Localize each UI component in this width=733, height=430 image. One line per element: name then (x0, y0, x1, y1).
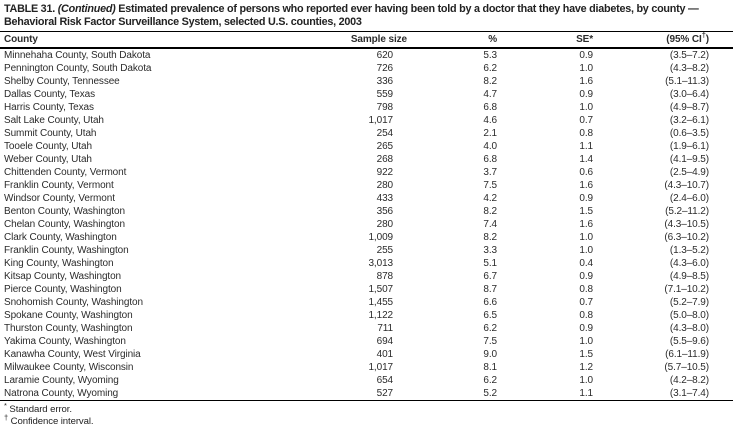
se-cell: 1.0 (579, 63, 593, 74)
percent-cell: 6.5 (483, 310, 497, 321)
ci-cell: (1.3–5.2) (669, 245, 709, 256)
table-body (0, 48, 733, 401)
table-row (0, 205, 733, 218)
county-cell: Laramie County, Wyoming (4, 375, 119, 386)
county-cell: Natrona County, Wyoming (0, 387, 340, 401)
sample-size-cell: 1,017 (368, 362, 393, 373)
header-row (0, 32, 733, 49)
col-header-ci (593, 32, 733, 49)
ci-cell: (4.3–10.7) (664, 180, 709, 191)
sample-size-cell: 268 (376, 154, 393, 165)
percent-cell: 6.8 (483, 154, 497, 165)
ci-header-close-paren: ) (705, 34, 709, 45)
percent-cell: 4.0 (483, 141, 497, 152)
table-row (0, 140, 733, 153)
county-cell: Tooele County, Utah (4, 141, 92, 152)
county-cell: Kitsap County, Washington (4, 271, 122, 282)
sample-size-cell: 620 (376, 50, 393, 61)
sample-size-cell: 1,122 (368, 310, 393, 321)
dagger-symbol: † (4, 412, 9, 422)
percent-cell: 5.1 (483, 258, 497, 269)
ci-cell: (3.1–7.4) (593, 387, 733, 401)
se-cell: 1.0 (579, 245, 593, 256)
se-cell: 1.5 (579, 206, 593, 217)
sample-size-cell: 922 (376, 167, 393, 178)
percent-cell: 8.2 (483, 232, 497, 243)
se-cell: 1.4 (579, 154, 593, 165)
percent-cell: 4.6 (483, 115, 497, 126)
table-row (0, 127, 733, 140)
table-title-text: Estimated prevalence of persons who reported ever having been told by a doctor that they have diabetes, by county — Behavioral Risk Factor Surveillance System, selected U.S. counties, 2003 (4, 3, 699, 28)
table-row (0, 257, 733, 270)
se-cell: 1.0 (579, 102, 593, 113)
se-cell: 1.6 (579, 180, 593, 191)
percent-cell: 8.2 (483, 76, 497, 87)
percent-cell: 6.6 (483, 297, 497, 308)
footnote-confidence-interval (4, 412, 733, 428)
percent-cell: 6.2 (483, 323, 497, 334)
table-row (0, 62, 733, 75)
ci-cell: (5.0–8.0) (669, 310, 709, 321)
county-cell: Minnehaha County, South Dakota (4, 50, 151, 61)
table-row (0, 348, 733, 361)
se-cell: 1.1 (579, 141, 593, 152)
ci-cell: (5.2–11.2) (665, 206, 709, 217)
ci-cell: (3.5–7.2) (669, 50, 709, 61)
se-cell: 0.7 (579, 297, 593, 308)
se-cell: 0.8 (579, 284, 593, 295)
percent-cell: 3.3 (483, 245, 497, 256)
ci-cell: (2.4–6.0) (669, 193, 709, 204)
se-cell: 0.9 (579, 89, 593, 100)
county-cell: Spokane County, Washington (4, 310, 133, 321)
table-row (0, 322, 733, 335)
col-header-sample-size: Sample size (340, 32, 407, 49)
table-row (0, 244, 733, 257)
sample-size-cell: 3,013 (368, 258, 393, 269)
footnote-confidence-interval-text: Confidence interval. (10, 415, 94, 427)
county-cell: Clark County, Washington (4, 232, 117, 243)
table-row (0, 88, 733, 101)
ci-cell: (7.1–10.2) (664, 284, 709, 295)
sample-size-cell: 711 (377, 323, 393, 334)
table-row (0, 309, 733, 322)
se-cell: 1.6 (579, 76, 593, 87)
percent-cell: 7.5 (483, 336, 497, 347)
ci-cell: (1.9–6.1) (669, 141, 709, 152)
ci-cell: (4.9–8.7) (669, 102, 709, 113)
sample-size-cell: 1,009 (368, 232, 393, 243)
percent-cell: 6.2 (483, 375, 497, 386)
table-row (0, 218, 733, 231)
ci-cell: (4.9–8.5) (669, 271, 709, 282)
county-cell: Thurston County, Washington (4, 323, 133, 334)
county-cell: Salt Lake County, Utah (4, 115, 104, 126)
col-header-county: County (0, 32, 340, 49)
percent-cell: 8.7 (483, 284, 497, 295)
sample-size-cell: 878 (376, 271, 393, 282)
ci-cell: (0.6–3.5) (669, 128, 709, 139)
table-row (0, 48, 733, 62)
table-row (0, 153, 733, 166)
sample-size-cell: 254 (376, 128, 393, 139)
table-row (0, 166, 733, 179)
se-cell: 1.0 (579, 375, 593, 386)
se-cell: 1.0 (579, 336, 593, 347)
percent-cell: 4.7 (483, 89, 497, 100)
ci-cell: (6.3–10.2) (664, 232, 709, 243)
county-cell: Franklin County, Vermont (4, 180, 114, 191)
county-cell: Chelan County, Washington (4, 219, 125, 230)
sample-size-cell: 336 (376, 76, 393, 87)
county-cell: Franklin County, Washington (4, 245, 129, 256)
percent-cell: 3.7 (483, 167, 497, 178)
ci-cell: (2.5–4.9) (669, 167, 709, 178)
se-cell: 0.9 (579, 271, 593, 282)
asterisk-symbol: * (4, 400, 7, 410)
percent-cell: 2.1 (483, 128, 497, 139)
county-cell: King County, Washington (4, 258, 114, 269)
ci-cell: (5.2–7.9) (669, 297, 709, 308)
se-cell: 1.2 (579, 362, 593, 373)
sample-size-cell: 726 (376, 63, 393, 74)
county-cell: Pierce County, Washington (4, 284, 122, 295)
county-cell: Weber County, Utah (4, 154, 92, 165)
se-cell: 0.7 (579, 115, 593, 126)
percent-cell: 4.2 (483, 193, 497, 204)
sample-size-cell: 433 (376, 193, 393, 204)
ci-cell: (5.7–10.5) (664, 362, 709, 373)
table-row (0, 75, 733, 88)
ci-cell: (6.1–11.9) (665, 349, 709, 360)
se-cell: 0.8 (579, 310, 593, 321)
table-row (0, 283, 733, 296)
county-cell: Pennington County, South Dakota (4, 63, 152, 74)
table-number: TABLE 31. (4, 3, 55, 15)
sample-size-cell: 280 (376, 219, 393, 230)
percent-cell: 6.7 (483, 271, 497, 282)
ci-cell: (3.0–6.4) (669, 89, 709, 100)
se-cell: 1.5 (579, 349, 593, 360)
se-cell: 0.8 (579, 128, 593, 139)
sample-size-cell: 401 (376, 349, 393, 360)
prevalence-table (0, 31, 733, 401)
table-row (0, 335, 733, 348)
ci-header-text: (95% CI (666, 34, 702, 45)
table-row (0, 114, 733, 127)
table-title (0, 0, 733, 29)
sample-size-cell: 280 (376, 180, 393, 191)
table-row (0, 192, 733, 205)
table-row (0, 101, 733, 114)
table-row (0, 270, 733, 283)
ci-cell: (4.3–6.0) (669, 258, 709, 269)
percent-cell: 5.2 (407, 387, 497, 401)
table-row (0, 387, 733, 401)
sample-size-cell: 559 (376, 89, 393, 100)
table-row (0, 296, 733, 309)
table-continued-note: (Continued) (57, 3, 116, 15)
sample-size-cell: 798 (376, 102, 393, 113)
sample-size-cell: 265 (376, 141, 393, 152)
ci-cell: (4.2–8.2) (669, 375, 709, 386)
ci-cell: (3.2–6.1) (669, 115, 709, 126)
county-cell: Yakima County, Washington (4, 336, 126, 347)
table-row (0, 361, 733, 374)
se-cell: 0.9 (579, 323, 593, 334)
ci-cell: (4.3–8.0) (669, 323, 709, 334)
county-cell: Shelby County, Tennessee (4, 76, 120, 87)
county-cell: Windsor County, Vermont (4, 193, 115, 204)
sample-size-cell: 654 (376, 375, 393, 386)
col-header-se: SE* (497, 32, 593, 49)
sample-size-cell: 1,507 (368, 284, 393, 295)
percent-cell: 6.8 (483, 102, 497, 113)
county-cell: Snohomish County, Washington (4, 297, 143, 308)
sample-size-cell: 356 (376, 206, 393, 217)
sample-size-cell: 694 (376, 336, 393, 347)
percent-cell: 6.2 (483, 63, 497, 74)
ci-cell: (4.3–8.2) (669, 63, 709, 74)
county-cell: Kanawha County, West Virginia (4, 349, 141, 360)
se-cell: 0.9 (579, 193, 593, 204)
sample-size-cell: 1,455 (368, 297, 393, 308)
se-cell: 0.9 (579, 50, 593, 61)
table-row (0, 374, 733, 387)
percent-cell: 9.0 (483, 349, 497, 360)
footnotes (0, 401, 733, 427)
ci-cell: (5.5–9.6) (669, 336, 709, 347)
se-cell: 0.4 (579, 258, 593, 269)
percent-cell: 5.3 (483, 50, 497, 61)
county-cell: Milwaukee County, Wisconsin (4, 362, 134, 373)
ci-cell: (4.3–10.5) (664, 219, 709, 230)
county-cell: Benton County, Washington (4, 206, 125, 217)
table-row (0, 179, 733, 192)
footnote-standard-error-text: Standard error. (9, 404, 72, 415)
percent-cell: 7.5 (483, 180, 497, 191)
table-row (0, 231, 733, 244)
se-cell: 0.6 (579, 167, 593, 178)
sample-size-cell: 255 (376, 245, 393, 256)
county-cell: Summit County, Utah (4, 128, 97, 139)
ci-cell: (5.1–11.3) (665, 76, 709, 87)
footnote-standard-error (4, 400, 733, 416)
percent-cell: 8.2 (483, 206, 497, 217)
percent-cell: 7.4 (483, 219, 497, 230)
ci-cell: (4.1–9.5) (669, 154, 709, 165)
sample-size-cell: 1,017 (368, 115, 393, 126)
sample-size-cell: 527 (340, 387, 407, 401)
se-cell: 1.0 (579, 232, 593, 243)
county-cell: Chittenden County, Vermont (4, 167, 127, 178)
col-header-percent: % (407, 32, 497, 49)
se-cell: 1.1 (497, 387, 593, 401)
county-cell: Dallas County, Texas (4, 89, 96, 100)
se-cell: 1.6 (579, 219, 593, 230)
dagger-superscript: † (701, 30, 706, 40)
county-cell: Harris County, Texas (4, 102, 94, 113)
percent-cell: 8.1 (483, 362, 497, 373)
